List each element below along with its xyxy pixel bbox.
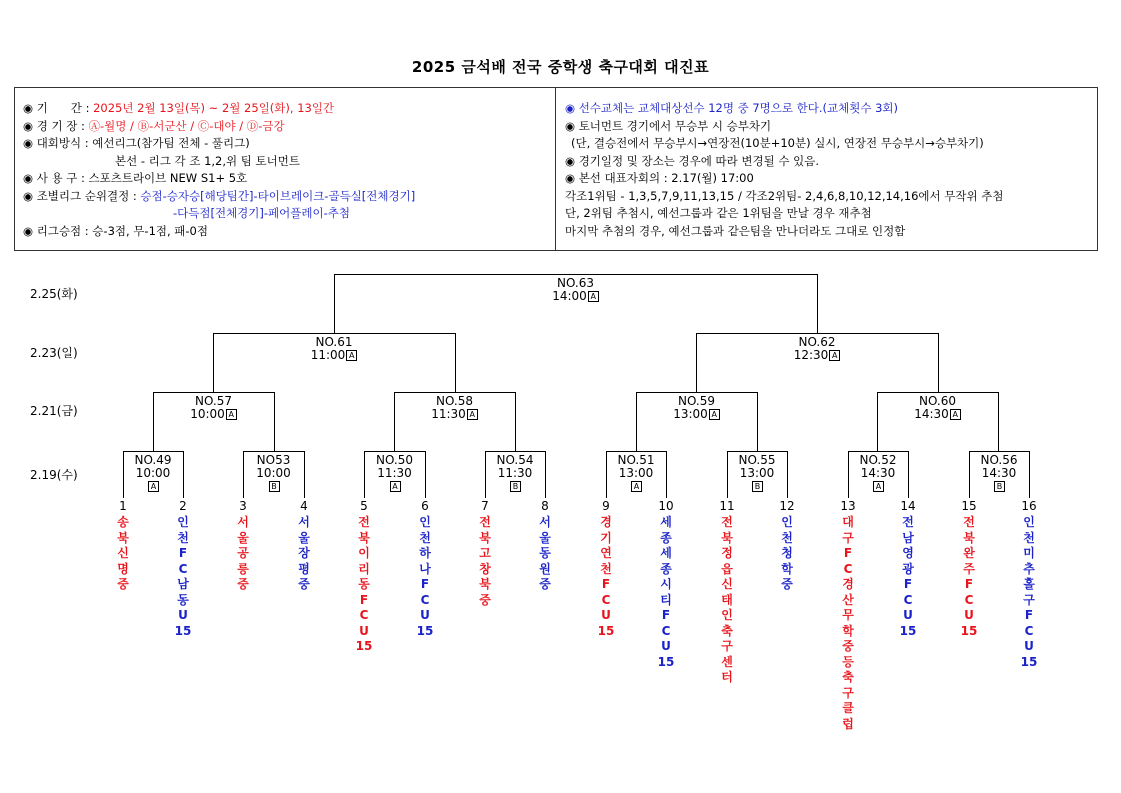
m63-label: [334, 277, 817, 303]
m53-right-line: [304, 451, 305, 498]
m61-right-line: [455, 333, 456, 392]
m56-top-line: [969, 451, 1030, 452]
m56-right-line: [1029, 451, 1030, 498]
match-time: 11:00: [310, 348, 346, 362]
team-name: 서 울 장 평 중: [298, 515, 310, 591]
m55-right-line: [787, 451, 788, 498]
venue-a-icon: A: [950, 409, 961, 420]
venue-a-icon: A: [467, 409, 478, 420]
draw-rule-1: 각조1위팀 - 1,3,5,7,9,11,13,15 / 각조2위팀- 2,4,6,8,10,12,14,16에서 무작위 추첨: [565, 188, 1004, 203]
team-name: 전 북 이 리 동 F C U 15: [355, 515, 373, 653]
method-row: ◉ 대회방식 : 예선리그(참가팀 전체 - 풀리그): [23, 136, 250, 150]
team-name: 전 북 정 읍 신 태 인 축 구 센 터: [721, 515, 733, 684]
info-left: [23, 100, 415, 240]
match-number: NO.56: [980, 453, 1018, 467]
venue-b-icon: B: [510, 481, 521, 492]
venue-b-icon: B: [994, 481, 1005, 492]
team-name: 경 기 연 천 F C U 15: [597, 515, 615, 638]
m60-right-line: [998, 392, 999, 451]
period-row: [23, 100, 415, 118]
ranking-value-1: 승점-승자승[해당팀간]-타이브레이크-골득실[전체경기]: [140, 188, 416, 203]
ranking-row-2: -다득점[전체경기]-페어플레이-추첨: [173, 206, 350, 220]
match-time: 14:30: [914, 407, 949, 421]
match-time: 10:00: [256, 466, 291, 480]
venue-a-icon: A: [390, 481, 401, 492]
ranking-label: ◉ 조별리그 순위결정 :: [23, 188, 141, 203]
m60-top-line: [877, 392, 999, 393]
match-number: NO.61: [315, 335, 353, 349]
schedule-note-row: ◉ 경기일정 및 장소는 경우에 따라 변경될 수 있음.: [565, 153, 820, 168]
m53-label: [243, 454, 304, 493]
team-number: 2: [179, 499, 187, 513]
match-number: NO53: [256, 453, 291, 467]
m58-label: [394, 395, 515, 421]
m62-top-line: [696, 333, 939, 334]
match-time: 10:00: [190, 407, 225, 421]
match-number: NO.63: [556, 276, 595, 290]
m51-label: [606, 454, 666, 493]
venue-a-icon: A: [588, 291, 599, 302]
m49-right-line: [183, 451, 184, 498]
points-row: ◉ 리그승점 : 승-3점, 무-1점, 패-0점: [23, 223, 208, 238]
venue-b-icon: B: [269, 481, 280, 492]
m57-label: [153, 395, 274, 421]
match-number: NO.51: [617, 453, 655, 467]
team-name: 세 종 세 종 시 티 F C U 15: [657, 515, 675, 669]
team-number: 4: [300, 499, 308, 513]
team-name: 전 남 영 광 F C U 15: [899, 515, 917, 638]
venue-b-icon: B: [752, 481, 763, 492]
match-time: 11:30: [497, 466, 533, 480]
m63-top-line: [334, 274, 818, 275]
match-number: NO.52: [859, 453, 897, 467]
team-name: 인 천 F C 남 동 U 15: [174, 515, 192, 638]
match-time: 13:00: [618, 466, 654, 480]
match-number: NO.57: [194, 394, 233, 408]
date-final: 2.25(화): [30, 287, 78, 301]
match-time: 11:30: [377, 466, 412, 480]
m54-top-line: [485, 451, 546, 452]
m55-label: [727, 454, 787, 493]
period-label: ◉ 기 간 :: [23, 101, 94, 115]
method-row-2: 본선 - 리그 각 조 1,2,위 팀 토너먼트: [115, 153, 300, 168]
draw-rule-2: 단, 2위팀 추첨시, 예선그룹과 같은 1위팀을 만날 경우 재추첨: [565, 206, 872, 220]
match-number: NO.54: [496, 453, 534, 467]
team-number: 15: [961, 499, 977, 513]
ranking-row: [23, 188, 415, 206]
period-value: 2025년 2월 13일(목) ~ 2월 25일(화), 13일간: [93, 101, 335, 115]
team-name: 대 구 F C 경 산 무 학 중 등 축 구 클 럽: [842, 515, 854, 731]
match-time: 10:00: [135, 466, 171, 480]
m54-right-line: [545, 451, 546, 498]
team-number: 5: [360, 499, 368, 513]
m59-right-line: [757, 392, 758, 451]
venue-a-icon: A: [346, 350, 357, 361]
m58-right-line: [515, 392, 516, 451]
m55-top-line: [727, 451, 788, 452]
team-number: 3: [239, 499, 247, 513]
match-time: 14:00: [552, 289, 587, 303]
team-number: 6: [421, 499, 429, 513]
match-number: NO.55: [738, 453, 776, 467]
m60-label: [877, 395, 998, 421]
m54-label: [485, 454, 545, 493]
info-box: [14, 87, 1098, 251]
venue-a-icon: A: [873, 481, 884, 492]
m59-top-line: [636, 392, 758, 393]
venue-row: [23, 118, 415, 136]
m50-right-line: [425, 451, 426, 498]
date-quarter: 2.21(금): [30, 404, 78, 418]
date-r16: 2.19(수): [30, 468, 78, 482]
team-number: 11: [719, 499, 735, 513]
m50-label: [364, 454, 425, 493]
m51-right-line: [666, 451, 667, 498]
date-semi: 2.23(일): [30, 346, 78, 360]
m56-label: [969, 454, 1029, 493]
m50-top-line: [364, 451, 426, 452]
match-time: 13:00: [739, 466, 775, 480]
page-title: 2025 금석배 전국 중학생 축구대회 대진표: [411, 58, 710, 76]
info-right: [565, 100, 1004, 240]
m52-label: [848, 454, 908, 493]
m52-top-line: [848, 451, 909, 452]
m61-label: [213, 336, 455, 362]
venue-label: ◉ 경 기 장 :: [23, 118, 89, 133]
subs-row: ◉ 선수교체는 교체대상선수 12명 중 7명으로 한다.(교체횟수 3회): [565, 101, 899, 115]
m61-top-line: [213, 333, 456, 334]
draw-rule-3: 마지막 추첨의 경우, 예선그룹과 같은팀을 만나더라도 그대로 인정함: [565, 223, 906, 238]
match-number: NO.62: [798, 335, 836, 349]
team-name: 인 천 청 학 중: [781, 515, 793, 591]
team-number: 9: [602, 499, 610, 513]
match-number: NO.50: [375, 453, 414, 467]
draw-meeting-row: ◉ 본선 대표자회의 : 2.17(월) 17:00: [565, 171, 754, 185]
team-number: 12: [779, 499, 795, 513]
m62-label: [696, 336, 938, 362]
venue-a-icon: A: [148, 481, 159, 492]
m49-top-line: [123, 451, 184, 452]
venue-a-icon: A: [709, 409, 720, 420]
match-time: 12:30: [793, 348, 829, 362]
team-name: 인 천 미 추 홀 구 F C U 15: [1020, 515, 1038, 669]
venue-a-icon: A: [226, 409, 237, 420]
m51-top-line: [606, 451, 667, 452]
m57-right-line: [274, 392, 275, 451]
match-number: NO.60: [918, 394, 957, 408]
team-number: 14: [900, 499, 916, 513]
team-number: 16: [1021, 499, 1037, 513]
m49-label: [123, 454, 183, 493]
m63-right-line: [817, 274, 818, 333]
match-time: 14:30: [860, 466, 896, 480]
m57-top-line: [153, 392, 275, 393]
m62-right-line: [938, 333, 939, 392]
venue-a-icon: A: [829, 350, 840, 361]
info-divider: [555, 88, 556, 250]
team-number: 8: [541, 499, 549, 513]
tie-detail-row: (단, 결승전에서 무승부시→연장전(10분+10분) 실시, 연장전 무승부시→승부차기): [571, 136, 984, 150]
team-number: 7: [481, 499, 489, 513]
tie-row: ◉ 토너먼트 경기에서 무승부 시 승부차기: [565, 118, 772, 133]
match-time: 14:30: [981, 466, 1017, 480]
match-time: 11:30: [431, 407, 466, 421]
team-name: 전 북 고 창 북 중: [479, 515, 491, 607]
team-name: 인 천 하 나 F C U 15: [416, 515, 434, 638]
m52-right-line: [908, 451, 909, 498]
match-number: NO.59: [677, 394, 716, 408]
match-time: 13:00: [673, 407, 708, 421]
m58-top-line: [394, 392, 516, 393]
team-name: 서 울 공 릉 중: [237, 515, 249, 591]
team-number: 13: [840, 499, 856, 513]
team-number: 1: [119, 499, 127, 513]
venue-a-icon: A: [631, 481, 642, 492]
team-name: 전 북 완 주 F C U 15: [960, 515, 978, 638]
team-number: 10: [658, 499, 674, 513]
team-name: 서 울 동 원 중: [539, 515, 551, 591]
team-name: 송 북 신 명 중: [117, 515, 129, 591]
m59-label: [636, 395, 757, 421]
match-number: NO.58: [435, 394, 474, 408]
match-number: NO.49: [134, 453, 172, 467]
venue-value: Ⓐ-월명 / Ⓑ-서군산 / Ⓒ-대야 / Ⓓ-금강: [88, 118, 285, 133]
m53-top-line: [243, 451, 305, 452]
ball-row: ◉ 사 용 구 : 스포츠트라이브 NEW S1+ 5호: [23, 171, 248, 185]
